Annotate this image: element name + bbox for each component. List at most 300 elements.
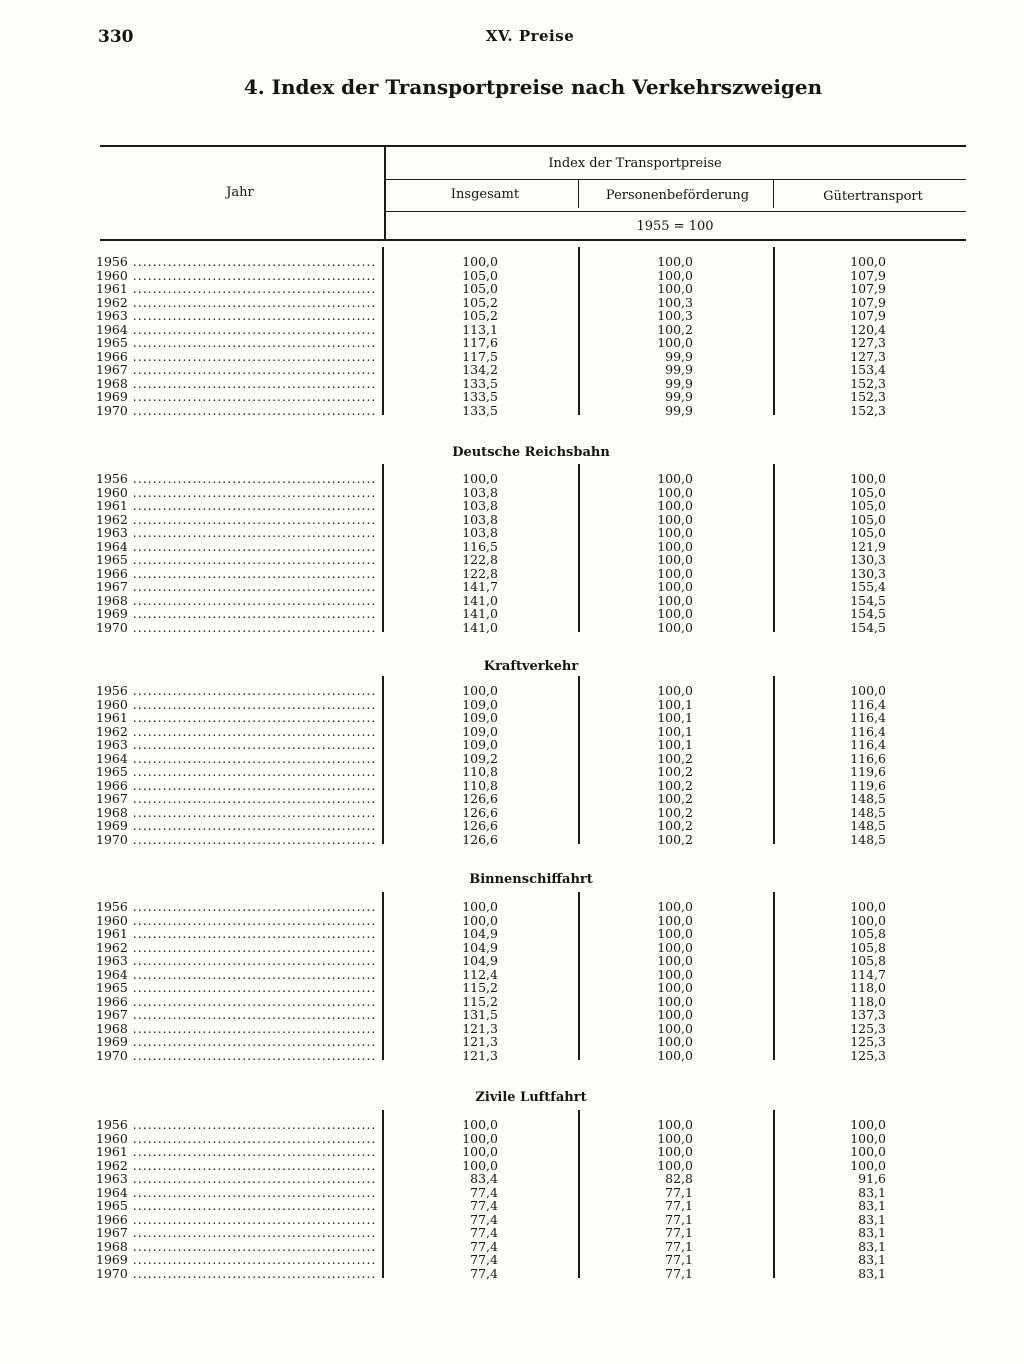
cell-insgesamt: 121,3: [462, 1020, 498, 1036]
cell-insgesamt: 117,5: [462, 348, 498, 364]
cell-insgesamt: 110,8: [462, 777, 498, 793]
cell-guetertransport: 127,3: [850, 335, 886, 350]
cell-personenbefoerderung: 100,1: [657, 737, 693, 752]
cell-personenbefoerderung: 100,0: [657, 267, 693, 283]
cell-guetertransport: 105,0: [850, 498, 886, 513]
cell-guetertransport: 100,0: [850, 1144, 886, 1159]
cell-personenbefoerderung: 77,1: [665, 1184, 693, 1200]
row-year: 1962 .....: [96, 725, 376, 739]
header-columns-rule: [386, 211, 966, 212]
row-year: 1968 .....: [96, 1022, 376, 1036]
table-row: [0, 377, 1024, 391]
cell-guetertransport: 107,9: [850, 308, 886, 323]
row-year: 1960 .....: [96, 1132, 376, 1146]
header-group: Index der Transportpreise: [548, 156, 722, 171]
cell-insgesamt: 113,1: [462, 321, 498, 337]
section-title: Kraftverkehr: [483, 659, 579, 674]
table-row: [0, 900, 1024, 914]
cell-guetertransport: 114,7: [850, 966, 886, 982]
cell-guetertransport: 154,5: [850, 592, 886, 608]
table-row: [0, 698, 1024, 712]
cell-personenbefoerderung: 100,0: [657, 899, 693, 914]
cell-personenbefoerderung: 100,0: [657, 953, 693, 968]
cell-personenbefoerderung: 100,0: [657, 254, 693, 269]
header-col-divider-2: [773, 180, 774, 208]
cell-guetertransport: 83,1: [858, 1238, 886, 1254]
cell-insgesamt: 103,8: [462, 525, 498, 540]
row-year: 1970 .....: [96, 1267, 376, 1281]
cell-guetertransport: 148,5: [850, 791, 886, 806]
cell-personenbefoerderung: 99,9: [665, 348, 693, 364]
row-year: 1961 .....: [96, 927, 376, 941]
header-group-rule: [386, 179, 966, 180]
column-divider: [382, 247, 384, 415]
cell-insgesamt: 141,0: [462, 592, 498, 608]
cell-insgesamt: 116,5: [462, 538, 498, 554]
cell-guetertransport: 148,5: [850, 818, 886, 833]
cell-guetertransport: 153,4: [850, 362, 886, 377]
cell-personenbefoerderung: 77,1: [665, 1211, 693, 1227]
cell-personenbefoerderung: 100,0: [657, 552, 693, 567]
cell-guetertransport: 116,4: [850, 737, 886, 752]
cell-guetertransport: 152,3: [850, 375, 886, 391]
cell-insgesamt: 122,8: [462, 552, 498, 567]
table-row: [0, 1253, 1024, 1267]
header-col-personen: Personenbeförderung: [605, 188, 750, 203]
row-year: 1965 .....: [96, 553, 376, 567]
row-year: 1970 .....: [96, 404, 376, 418]
cell-insgesamt: 109,2: [462, 750, 498, 766]
table-title: 4. Index der Transportpreise nach Verkehrszweigen: [243, 75, 823, 99]
cell-insgesamt: 117,6: [462, 335, 498, 350]
cell-guetertransport: 100,0: [850, 683, 886, 698]
table-row: [0, 621, 1024, 635]
table-row: [0, 1132, 1024, 1146]
cell-guetertransport: 118,0: [850, 993, 886, 1009]
cell-insgesamt: 100,0: [462, 1117, 498, 1132]
cell-personenbefoerderung: 100,0: [657, 511, 693, 527]
table-row: [0, 350, 1024, 364]
table-row: [0, 684, 1024, 698]
table-row: [0, 1186, 1024, 1200]
cell-guetertransport: 83,1: [858, 1225, 886, 1240]
cell-personenbefoerderung: 100,0: [657, 939, 693, 955]
section-title: Deutsche Reichsbahn: [452, 445, 610, 460]
cell-guetertransport: 119,6: [850, 764, 886, 779]
cell-guetertransport: 83,1: [858, 1252, 886, 1267]
table-row: [0, 1199, 1024, 1213]
row-year: 1956 .....: [96, 255, 376, 269]
cell-insgesamt: 100,0: [462, 1157, 498, 1173]
row-year: 1964 .....: [96, 323, 376, 337]
cell-insgesamt: 105,2: [462, 294, 498, 310]
table-row: [0, 1159, 1024, 1173]
cell-personenbefoerderung: 100,0: [657, 1020, 693, 1036]
cell-personenbefoerderung: 100,3: [657, 308, 693, 323]
cell-personenbefoerderung: 100,1: [657, 723, 693, 739]
row-year: 1963 .....: [96, 954, 376, 968]
cell-guetertransport: 154,5: [850, 619, 886, 635]
cell-guetertransport: 83,1: [858, 1184, 886, 1200]
table-row: [0, 1226, 1024, 1240]
cell-personenbefoerderung: 100,2: [657, 791, 693, 806]
cell-personenbefoerderung: 99,9: [665, 402, 693, 418]
row-year: 1960 .....: [96, 698, 376, 712]
cell-guetertransport: 125,3: [850, 1047, 886, 1063]
column-divider: [382, 892, 384, 1060]
table-row: [0, 1172, 1024, 1186]
row-year: 1966 .....: [96, 350, 376, 364]
cell-personenbefoerderung: 100,2: [657, 750, 693, 766]
cell-insgesamt: 100,0: [462, 1130, 498, 1146]
cell-insgesamt: 104,9: [462, 939, 498, 955]
row-year: 1969 .....: [96, 1253, 376, 1267]
row-year: 1970 .....: [96, 1049, 376, 1063]
row-year: 1960 .....: [96, 269, 376, 283]
cell-insgesamt: 121,3: [462, 1047, 498, 1063]
row-year: 1956 .....: [96, 900, 376, 914]
cell-guetertransport: 121,9: [850, 538, 886, 554]
table-row: [0, 738, 1024, 752]
cell-insgesamt: 109,0: [462, 710, 498, 725]
cell-personenbefoerderung: 99,9: [665, 362, 693, 377]
cell-guetertransport: 127,3: [850, 348, 886, 364]
cell-personenbefoerderung: 100,0: [657, 993, 693, 1009]
table-row: [0, 540, 1024, 554]
cell-personenbefoerderung: 100,2: [657, 321, 693, 337]
cell-personenbefoerderung: 82,8: [665, 1171, 693, 1186]
cell-insgesamt: 100,0: [462, 1144, 498, 1159]
cell-insgesamt: 100,0: [462, 683, 498, 698]
header-col-insgesamt: Insgesamt: [450, 187, 520, 202]
cell-personenbefoerderung: 77,1: [665, 1238, 693, 1254]
cell-insgesamt: 112,4: [462, 966, 498, 982]
cell-personenbefoerderung: 100,1: [657, 710, 693, 725]
cell-insgesamt: 77,4: [470, 1184, 498, 1200]
table-row: [0, 553, 1024, 567]
row-year: 1962 .....: [96, 941, 376, 955]
cell-insgesamt: 100,0: [462, 254, 498, 269]
cell-personenbefoerderung: 100,2: [657, 764, 693, 779]
table-row: [0, 711, 1024, 725]
row-year: 1970 .....: [96, 833, 376, 847]
cell-personenbefoerderung: 100,0: [657, 606, 693, 621]
cell-guetertransport: 105,0: [850, 511, 886, 527]
section-title: Zivile Luftfahrt: [475, 1090, 587, 1105]
table-row: [0, 323, 1024, 337]
cell-guetertransport: 154,5: [850, 606, 886, 621]
table-row: [0, 995, 1024, 1009]
cell-guetertransport: 107,9: [850, 294, 886, 310]
table-row: [0, 472, 1024, 486]
row-year: 1965 .....: [96, 981, 376, 995]
table-row: [0, 954, 1024, 968]
row-year: 1961 .....: [96, 499, 376, 513]
cell-insgesamt: 121,3: [462, 1034, 498, 1049]
row-year: 1961 .....: [96, 282, 376, 296]
cell-insgesamt: 126,6: [462, 818, 498, 833]
cell-personenbefoerderung: 77,1: [665, 1225, 693, 1240]
row-year: 1960 .....: [96, 914, 376, 928]
row-year: 1967 .....: [96, 580, 376, 594]
cell-personenbefoerderung: 99,9: [665, 389, 693, 404]
row-year: 1968 .....: [96, 1240, 376, 1254]
header-col-divider-1: [578, 180, 579, 208]
cell-guetertransport: 105,0: [850, 525, 886, 540]
row-year: 1969 .....: [96, 1035, 376, 1049]
row-year: 1961 .....: [96, 711, 376, 725]
table-row: [0, 927, 1024, 941]
cell-guetertransport: 148,5: [850, 804, 886, 820]
cell-guetertransport: 100,0: [850, 1157, 886, 1173]
cell-insgesamt: 109,0: [462, 737, 498, 752]
cell-personenbefoerderung: 100,0: [657, 912, 693, 928]
row-year: 1966 .....: [96, 779, 376, 793]
table-row: [0, 1267, 1024, 1281]
cell-insgesamt: 103,8: [462, 484, 498, 500]
cell-personenbefoerderung: 100,0: [657, 1157, 693, 1173]
row-year: 1969 .....: [96, 607, 376, 621]
row-year: 1965 .....: [96, 336, 376, 350]
cell-personenbefoerderung: 99,9: [665, 375, 693, 391]
cell-insgesamt: 100,0: [462, 899, 498, 914]
cell-guetertransport: 100,0: [850, 254, 886, 269]
table-row: [0, 390, 1024, 404]
cell-personenbefoerderung: 100,2: [657, 831, 693, 847]
cell-insgesamt: 110,8: [462, 764, 498, 779]
cell-insgesamt: 105,0: [462, 281, 498, 296]
cell-personenbefoerderung: 100,0: [657, 926, 693, 941]
row-year: 1963 .....: [96, 1172, 376, 1186]
row-year: 1967 .....: [96, 1226, 376, 1240]
cell-personenbefoerderung: 100,0: [657, 281, 693, 296]
cell-insgesamt: 103,8: [462, 511, 498, 527]
header-year-divider: [384, 147, 386, 239]
table-row: [0, 819, 1024, 833]
cell-guetertransport: 155,4: [850, 579, 886, 594]
row-year: 1964 .....: [96, 968, 376, 982]
table-row: [0, 833, 1024, 847]
cell-personenbefoerderung: 100,0: [657, 1034, 693, 1049]
cell-guetertransport: 83,1: [858, 1265, 886, 1281]
table-header: [100, 145, 966, 241]
cell-personenbefoerderung: 100,0: [657, 498, 693, 513]
cell-insgesamt: 141,0: [462, 606, 498, 621]
column-divider: [773, 464, 775, 632]
row-year: 1962 .....: [96, 1159, 376, 1173]
cell-personenbefoerderung: 100,0: [657, 980, 693, 995]
cell-insgesamt: 77,4: [470, 1211, 498, 1227]
table-row: [0, 499, 1024, 513]
row-year: 1967 .....: [96, 792, 376, 806]
header-col-gueter: Gütertransport: [823, 189, 923, 204]
cell-personenbefoerderung: 100,0: [657, 592, 693, 608]
row-year: 1964 .....: [96, 540, 376, 554]
cell-personenbefoerderung: 100,0: [657, 1007, 693, 1022]
cell-insgesamt: 126,6: [462, 831, 498, 847]
row-year: 1970 .....: [96, 621, 376, 635]
table-row: [0, 1118, 1024, 1132]
row-year: 1961 .....: [96, 1145, 376, 1159]
cell-insgesamt: 126,6: [462, 804, 498, 820]
table-row: [0, 1008, 1024, 1022]
cell-insgesamt: 77,4: [470, 1198, 498, 1213]
cell-insgesamt: 131,5: [462, 1007, 498, 1022]
cell-guetertransport: 120,4: [850, 321, 886, 337]
cell-personenbefoerderung: 100,0: [657, 471, 693, 486]
header-base-note: 1955 = 100: [636, 219, 714, 234]
table-row: [0, 981, 1024, 995]
column-divider: [382, 464, 384, 632]
row-year: 1966 .....: [96, 1213, 376, 1227]
cell-insgesamt: 104,9: [462, 953, 498, 968]
row-year: 1963 .....: [96, 526, 376, 540]
table-row: [0, 255, 1024, 269]
cell-guetertransport: 107,9: [850, 267, 886, 283]
column-divider: [578, 247, 580, 415]
cell-insgesamt: 109,0: [462, 696, 498, 712]
cell-personenbefoerderung: 100,0: [657, 619, 693, 635]
row-year: 1956 .....: [96, 1118, 376, 1132]
cell-guetertransport: 100,0: [850, 912, 886, 928]
cell-insgesamt: 77,4: [470, 1238, 498, 1254]
table-row: [0, 309, 1024, 323]
cell-guetertransport: 152,3: [850, 402, 886, 418]
cell-guetertransport: 119,6: [850, 777, 886, 793]
cell-insgesamt: 100,0: [462, 912, 498, 928]
table-row: [0, 725, 1024, 739]
cell-personenbefoerderung: 100,2: [657, 818, 693, 833]
cell-personenbefoerderung: 100,0: [657, 565, 693, 581]
cell-guetertransport: 137,3: [850, 1007, 886, 1022]
row-year: 1962 .....: [96, 296, 376, 310]
header-bottom-rule: [100, 239, 966, 241]
cell-guetertransport: 152,3: [850, 389, 886, 404]
cell-insgesamt: 103,8: [462, 498, 498, 513]
table-row: [0, 594, 1024, 608]
cell-insgesamt: 133,5: [462, 402, 498, 418]
cell-personenbefoerderung: 100,2: [657, 777, 693, 793]
cell-guetertransport: 116,6: [850, 750, 886, 766]
header-year: Jahr: [226, 185, 254, 200]
cell-guetertransport: 130,3: [850, 552, 886, 567]
cell-personenbefoerderung: 100,0: [657, 335, 693, 350]
cell-guetertransport: 100,0: [850, 899, 886, 914]
cell-personenbefoerderung: 100,3: [657, 294, 693, 310]
row-year: 1963 .....: [96, 309, 376, 323]
cell-insgesamt: 115,2: [462, 993, 498, 1009]
row-year: 1964 .....: [96, 1186, 376, 1200]
column-divider: [382, 1110, 384, 1278]
cell-insgesamt: 134,2: [462, 362, 498, 377]
cell-personenbefoerderung: 100,0: [657, 683, 693, 698]
row-year: 1956 .....: [96, 472, 376, 486]
table-row: [0, 513, 1024, 527]
row-year: 1964 .....: [96, 752, 376, 766]
cell-personenbefoerderung: 100,0: [657, 538, 693, 554]
table-row: [0, 363, 1024, 377]
table-row: [0, 282, 1024, 296]
cell-insgesamt: 109,0: [462, 723, 498, 739]
row-year: 1968 .....: [96, 594, 376, 608]
row-year: 1960 .....: [96, 486, 376, 500]
cell-insgesamt: 126,6: [462, 791, 498, 806]
row-year: 1969 .....: [96, 819, 376, 833]
cell-insgesamt: 77,4: [470, 1265, 498, 1281]
cell-guetertransport: 100,0: [850, 1117, 886, 1132]
table-row: [0, 607, 1024, 621]
column-divider: [578, 892, 580, 1060]
row-year: 1969 .....: [96, 390, 376, 404]
column-divider: [382, 676, 384, 844]
table-row: [0, 1145, 1024, 1159]
row-year: 1967 .....: [96, 1008, 376, 1022]
section-title: Binnenschiffahrt: [469, 872, 593, 887]
row-year: 1967 .....: [96, 363, 376, 377]
cell-guetertransport: 100,0: [850, 1130, 886, 1146]
header-top-rule: [100, 145, 966, 147]
table-row: [0, 806, 1024, 820]
cell-insgesamt: 133,5: [462, 389, 498, 404]
cell-guetertransport: 125,3: [850, 1034, 886, 1049]
cell-personenbefoerderung: 100,0: [657, 1047, 693, 1063]
cell-personenbefoerderung: 77,1: [665, 1265, 693, 1281]
table-row: [0, 765, 1024, 779]
column-divider: [578, 1110, 580, 1278]
cell-guetertransport: 116,4: [850, 710, 886, 725]
row-year: 1968 .....: [96, 377, 376, 391]
cell-personenbefoerderung: 100,0: [657, 525, 693, 540]
cell-guetertransport: 116,4: [850, 723, 886, 739]
table-row: [0, 968, 1024, 982]
table-row: [0, 752, 1024, 766]
table-row: [0, 792, 1024, 806]
table-row: [0, 269, 1024, 283]
cell-guetertransport: 105,8: [850, 926, 886, 941]
table-row: [0, 486, 1024, 500]
row-year: 1966 .....: [96, 567, 376, 581]
cell-guetertransport: 130,3: [850, 565, 886, 581]
cell-guetertransport: 107,9: [850, 281, 886, 296]
row-year: 1965 .....: [96, 765, 376, 779]
table-row: [0, 580, 1024, 594]
chapter-heading: XV. Preise: [485, 27, 575, 45]
cell-personenbefoerderung: 100,1: [657, 696, 693, 712]
table-row: [0, 336, 1024, 350]
cell-insgesamt: 105,0: [462, 267, 498, 283]
row-year: 1962 .....: [96, 513, 376, 527]
table-row: [0, 941, 1024, 955]
cell-insgesamt: 77,4: [470, 1252, 498, 1267]
cell-personenbefoerderung: 100,2: [657, 804, 693, 820]
cell-guetertransport: 83,1: [858, 1211, 886, 1227]
cell-insgesamt: 77,4: [470, 1225, 498, 1240]
cell-guetertransport: 116,4: [850, 696, 886, 712]
cell-personenbefoerderung: 100,0: [657, 1144, 693, 1159]
column-divider: [578, 676, 580, 844]
cell-insgesamt: 100,0: [462, 471, 498, 486]
cell-guetertransport: 83,1: [858, 1198, 886, 1213]
cell-insgesamt: 83,4: [470, 1171, 498, 1186]
column-divider: [773, 892, 775, 1060]
cell-guetertransport: 105,0: [850, 484, 886, 500]
cell-insgesamt: 141,7: [462, 579, 498, 594]
cell-personenbefoerderung: 77,1: [665, 1198, 693, 1213]
cell-personenbefoerderung: 100,0: [657, 1130, 693, 1146]
page-number: 330: [98, 27, 134, 47]
cell-insgesamt: 105,2: [462, 308, 498, 323]
cell-guetertransport: 91,6: [858, 1171, 886, 1186]
